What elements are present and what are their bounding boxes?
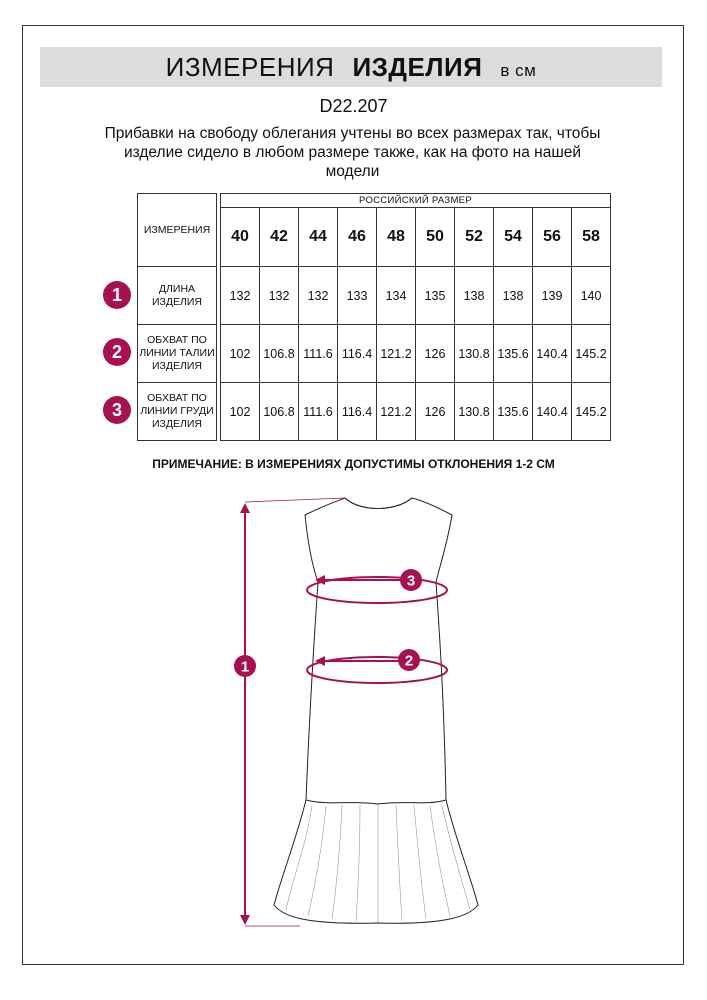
dress-outline xyxy=(274,498,478,923)
row-label: ОБХВАТ ПО ЛИНИИ ГРУДИ ИЗДЕЛИЯ xyxy=(138,383,217,441)
row-marker-1: 1 xyxy=(103,281,131,309)
tolerance-note: ПРИМЕЧАНИЕ: В ИЗМЕРЕНИЯХ ДОПУСТИМЫ ОТКЛОНЕНИЯ 1-2 СМ xyxy=(152,457,555,471)
size-cell: 44 xyxy=(299,208,338,267)
value-cell: 145.2 xyxy=(572,383,611,441)
row-label: ДЛИНА ИЗДЕЛИЯ xyxy=(138,267,217,325)
value-cell: 130.8 xyxy=(455,383,494,441)
size-cell: 40 xyxy=(221,208,260,267)
size-cell: 58 xyxy=(572,208,611,267)
size-cell: 56 xyxy=(533,208,572,267)
value-cell: 116.4 xyxy=(338,383,377,441)
value-cell: 111.6 xyxy=(299,383,338,441)
value-cell: 135.6 xyxy=(494,383,533,441)
value-cell: 121.2 xyxy=(377,325,416,383)
value-cell: 116.4 xyxy=(338,325,377,383)
value-cell: 138 xyxy=(494,267,533,325)
value-cell: 134 xyxy=(377,267,416,325)
value-cell: 130.8 xyxy=(455,325,494,383)
size-cell: 54 xyxy=(494,208,533,267)
value-cell: 135 xyxy=(416,267,455,325)
value-cell: 133 xyxy=(338,267,377,325)
svg-text:1: 1 xyxy=(240,658,250,676)
row-marker-2: 2 xyxy=(103,338,131,366)
value-cell: 145.2 xyxy=(572,325,611,383)
model-code: D22.207 xyxy=(319,96,388,116)
row-label: ОБХВАТ ПО ЛИНИИ ТАЛИИ ИЗДЕЛИЯ xyxy=(138,325,217,383)
value-cell: 132 xyxy=(260,267,299,325)
value-cell: 139 xyxy=(533,267,572,325)
measure-header: ИЗМЕРЕНИЯ xyxy=(138,194,217,267)
size-cell: 46 xyxy=(338,208,377,267)
size-cell: 50 xyxy=(416,208,455,267)
value-cell: 102 xyxy=(221,325,260,383)
sketch-marker-1 xyxy=(234,655,256,677)
size-cell: 42 xyxy=(260,208,299,267)
sketch-marker-2 xyxy=(398,649,420,671)
value-cell: 138 xyxy=(455,267,494,325)
value-cell: 111.6 xyxy=(299,325,338,383)
title-measurements: ИЗМЕРЕНИЯ xyxy=(165,52,335,82)
value-cell: 140 xyxy=(572,267,611,325)
fit-description: Прибавки на свободу облегания учтены во всех размерах так, чтобы изделие сидело в любом размере также, как на фото на нашей модели xyxy=(104,125,601,180)
value-cell: 132 xyxy=(221,267,260,325)
size-cell: 48 xyxy=(377,208,416,267)
value-cell: 106.8 xyxy=(260,325,299,383)
row-marker-3: 3 xyxy=(103,396,131,424)
value-cell: 140.4 xyxy=(533,383,572,441)
title-unit: в см xyxy=(500,61,537,80)
value-cell: 132 xyxy=(299,267,338,325)
size-header: РОССИЙСКИЙ РАЗМЕР xyxy=(221,194,611,208)
value-cell: 106.8 xyxy=(260,383,299,441)
value-cell: 135.6 xyxy=(494,325,533,383)
title-product: ИЗДЕЛИЯ xyxy=(352,52,483,82)
value-cell: 140.4 xyxy=(533,325,572,383)
value-cell: 126 xyxy=(416,383,455,441)
value-cell: 121.2 xyxy=(377,383,416,441)
svg-text:3: 3 xyxy=(406,572,416,590)
size-cell: 52 xyxy=(455,208,494,267)
sketch-marker-3 xyxy=(400,569,422,591)
value-cell: 126 xyxy=(416,325,455,383)
svg-text:2: 2 xyxy=(404,652,414,670)
value-cell: 102 xyxy=(221,383,260,441)
